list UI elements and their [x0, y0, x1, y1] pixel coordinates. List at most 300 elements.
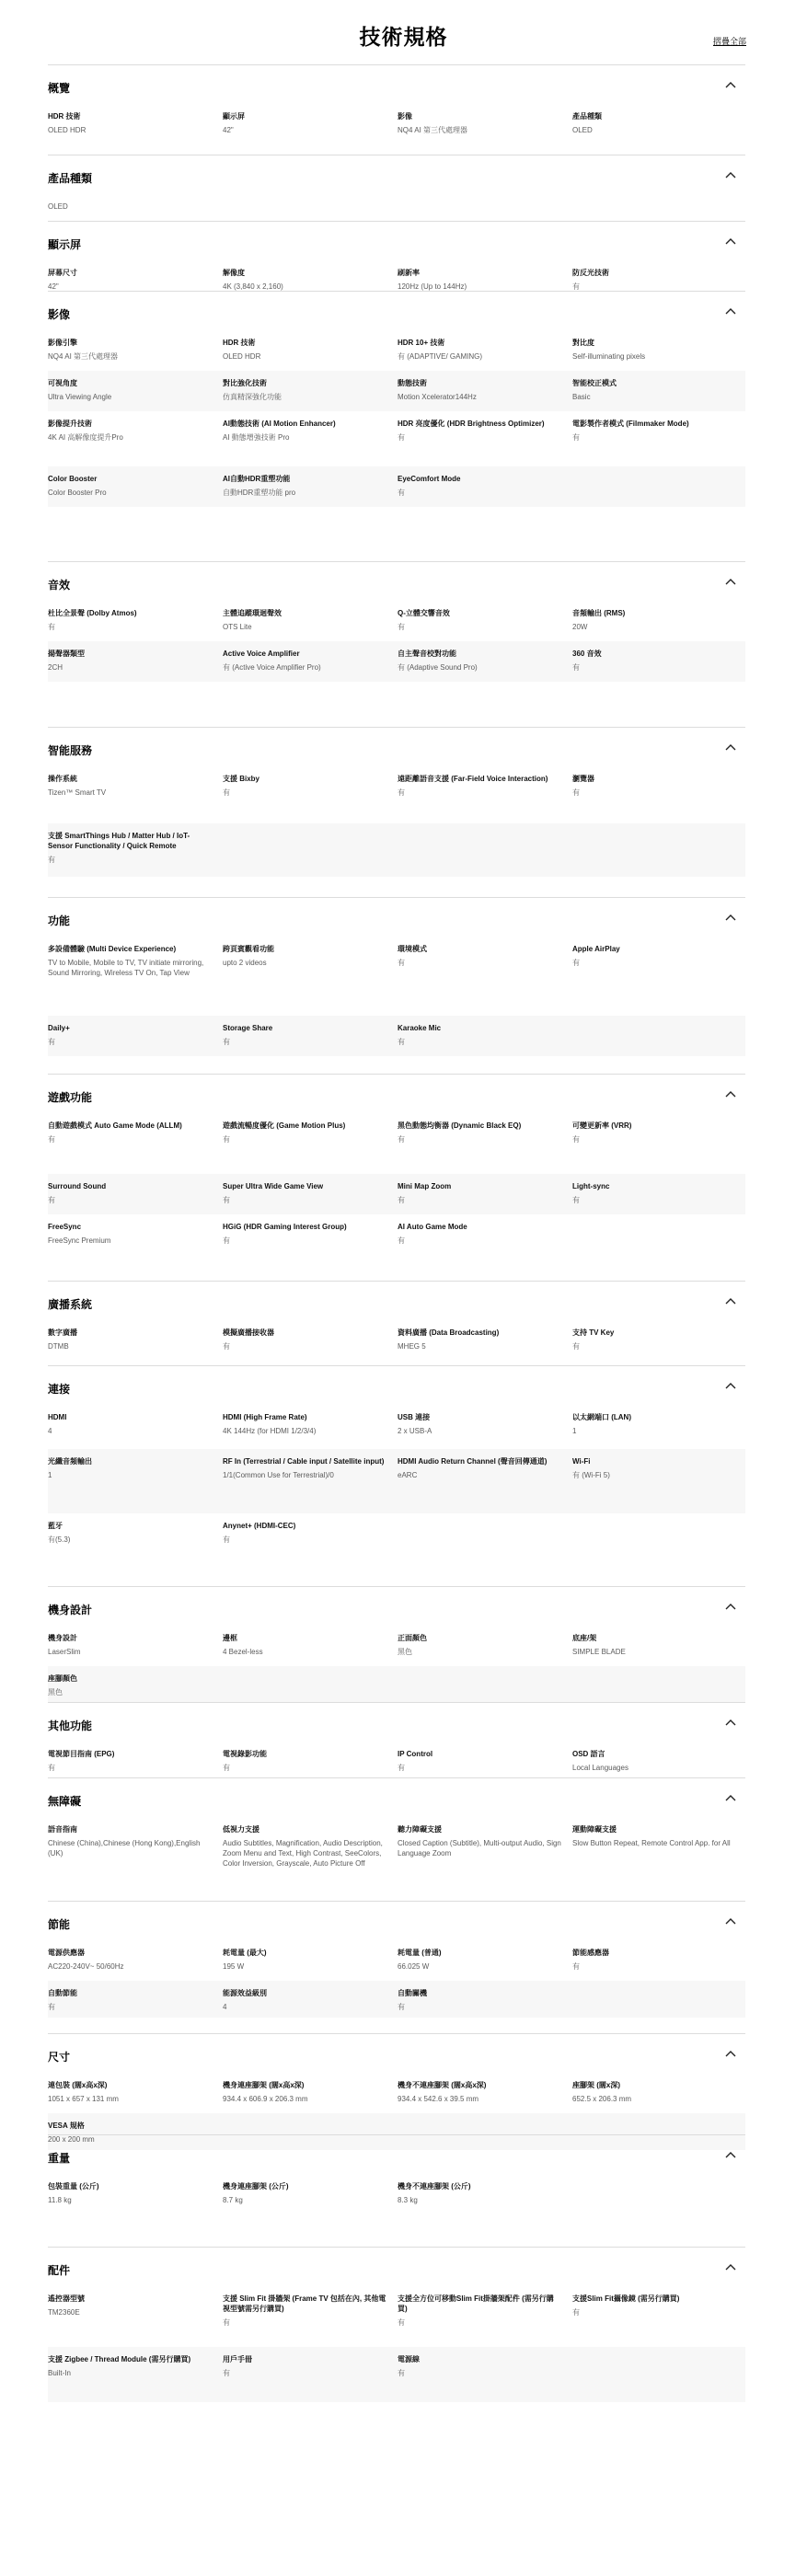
spec-label: USB 連接: [398, 1413, 431, 1421]
chevron-up-icon[interactable]: [725, 2050, 736, 2059]
spec-label: 支援 Slim Fit 掛牆架 (Frame TV 包括在內, 其他電視型號需另行購買): [223, 2294, 386, 2313]
spec-value: 有(5.3): [48, 1535, 71, 1544]
spec-item: [398, 1824, 561, 1858]
spec-item: [398, 338, 561, 362]
chevron-up-icon[interactable]: [725, 1382, 736, 1391]
section-title: 顯示屏: [48, 238, 82, 251]
spec-label: AI自動HDR重塑功能: [223, 475, 291, 483]
spec-value: 195 W: [223, 1962, 245, 1971]
spec-value: 有: [223, 1038, 230, 1046]
section-header[interactable]: [48, 1791, 745, 1810]
spec-label: 正面顏色: [398, 1634, 427, 1642]
chevron-up-icon[interactable]: [725, 307, 736, 316]
spec-item: [572, 1181, 736, 1205]
spec-value: 11.8 kg: [48, 2196, 72, 2204]
spec-label: Mini Map Zoom: [398, 1182, 452, 1190]
spec-item: [48, 111, 212, 135]
spec-label: AI動態技術 (AI Motion Enhancer): [223, 420, 336, 428]
spec-item: [572, 268, 736, 292]
spec-value: OLED: [572, 126, 593, 134]
chevron-up-icon[interactable]: [725, 1603, 736, 1612]
section-header[interactable]: [48, 305, 745, 323]
spec-item: [223, 111, 386, 135]
spec-label: 電源線: [398, 2355, 420, 2363]
section-header[interactable]: [48, 1379, 745, 1397]
spec-label: 解像度: [223, 269, 245, 277]
spec-value: Self-illuminating pixels: [572, 352, 646, 361]
spec-item: [48, 1222, 212, 1246]
spec-value: 4K (3,840 x 2,160): [223, 282, 283, 291]
spec-label: 能源效益級別: [223, 1989, 267, 1997]
spec-label: EyeComfort Mode: [398, 475, 461, 483]
spec-label: 電視錄影功能: [223, 1750, 267, 1758]
spec-value: 有: [398, 1236, 405, 1245]
spec-item: [572, 1633, 736, 1657]
spec-label: 支援 Zigbee / Thread Module (需另行購買): [48, 2355, 191, 2363]
spec-item: [48, 2294, 212, 2317]
spec-item: [48, 608, 212, 632]
spec-row: [48, 1513, 745, 1554]
spec-label: Storage Share: [223, 1024, 273, 1032]
collapse-all-link[interactable]: 摺疊全部: [712, 37, 746, 46]
spec-row: [48, 1817, 745, 1894]
spec-value: 有: [398, 1764, 405, 1772]
section-title: 遊戲功能: [48, 1091, 93, 1104]
spec-section: [48, 1901, 745, 2026]
spec-value: 有: [398, 433, 405, 442]
spec-label: Q-立體交響音效: [398, 609, 450, 617]
spec-label: 揚聲器類型: [48, 650, 85, 658]
spec-value: 4K 144Hz (for HDMI 1/2/3/4): [223, 1427, 317, 1435]
chevron-up-icon[interactable]: [725, 171, 736, 180]
spec-item: [223, 774, 386, 798]
spec-value: 有: [223, 2369, 230, 2377]
spec-row: [48, 2347, 745, 2402]
spec-value: 有: [572, 1196, 580, 1204]
spec-value: 有: [398, 1038, 405, 1046]
chevron-up-icon[interactable]: [725, 1090, 736, 1099]
spec-section: [48, 1365, 745, 1562]
spec-value: 有 (Adaptive Sound Pro): [398, 663, 478, 672]
spec-label: 防反光技術: [572, 269, 609, 277]
spec-label: HDR 技術: [48, 112, 81, 121]
spec-item: [223, 608, 386, 632]
spec-value: 有: [572, 433, 580, 442]
spec-item: [48, 2080, 212, 2104]
section-header[interactable]: [48, 575, 745, 593]
spec-label: 對比強化技術: [223, 379, 267, 387]
section-header[interactable]: [48, 1294, 745, 1313]
spec-value: 有: [398, 1196, 405, 1204]
spec-item: [398, 2080, 561, 2104]
spec-value: 有: [572, 282, 580, 291]
spec-value: 有: [398, 788, 405, 797]
spec-value: 有: [398, 2003, 405, 2011]
spec-row: [48, 1626, 745, 1666]
spec-value: DTMB: [48, 1342, 69, 1351]
spec-label: 支持 TV Key: [572, 1328, 615, 1337]
chevron-up-icon[interactable]: [725, 1719, 736, 1728]
spec-section: [48, 897, 745, 1064]
spec-label: 聽力障礙支援: [398, 1825, 442, 1834]
spec-label: Karaoke Mic: [398, 1024, 442, 1032]
spec-value: 有: [48, 856, 55, 864]
spec-item: [223, 1749, 386, 1773]
spec-item: [48, 268, 212, 292]
spec-item: [398, 1988, 561, 2012]
section-title: 重量: [48, 2152, 71, 2165]
spec-label: 用戶手冊: [223, 2355, 252, 2363]
spec-label: 瀏覽器: [572, 775, 594, 783]
spec-label: Wi-Fi: [572, 1457, 591, 1466]
spec-value: 66.025 W: [398, 1962, 430, 1971]
spec-item: [48, 201, 212, 212]
page-title: 技術規格: [359, 25, 448, 49]
spec-label: 支援 Bixby: [223, 775, 260, 783]
spec-item: [398, 2181, 561, 2205]
section-header[interactable]: [48, 1600, 745, 1618]
spec-row: [48, 601, 745, 641]
spec-value: 有: [398, 623, 405, 631]
spec-label: 影像: [398, 112, 412, 121]
spec-label: 支援Slim Fit攝像鏡 (需另行購買): [572, 2294, 680, 2303]
spec-label: 包裝重量 (公斤): [48, 2182, 99, 2191]
spec-value: 有: [48, 1764, 55, 1772]
section-title: 智能服務: [48, 744, 93, 757]
spec-label: 刷新率: [398, 269, 420, 277]
chevron-up-icon[interactable]: [725, 914, 736, 923]
spec-label: Apple AirPlay: [572, 945, 620, 953]
chevron-up-icon[interactable]: [725, 2263, 736, 2272]
spec-value: Audio Subtitles, Magnification, Audio Description, Zoom Menu and Text, High Contrast, SeeColors, Color Inversion, Grayscale, Auto Picture Off: [223, 1839, 383, 1868]
spec-value: eARC: [398, 1471, 418, 1479]
spec-row: [48, 1449, 745, 1513]
spec-value: AC220-240V~ 50/60Hz: [48, 1962, 124, 1971]
spec-item: [223, 1181, 386, 1205]
spec-label: 自動遊戲模式 Auto Game Mode (ALLM): [48, 1121, 182, 1130]
spec-item: [48, 1328, 212, 1351]
spec-value: Chinese (China),Chinese (Hong Kong),English (UK): [48, 1839, 201, 1857]
spec-item: [398, 1749, 561, 1773]
spec-item: [223, 338, 386, 362]
spec-label: 杜比全景聲 (Dolby Atmos): [48, 609, 137, 617]
spec-item: [223, 1521, 386, 1545]
spec-row: [48, 1016, 745, 1056]
spec-item: [223, 1222, 386, 1246]
spec-row: [48, 104, 745, 148]
spec-item: [572, 1328, 736, 1351]
chevron-up-icon[interactable]: [725, 1297, 736, 1306]
spec-label: 機身不連座腳架 (公斤): [398, 2182, 471, 2191]
spec-section: [48, 1074, 745, 1263]
spec-item: [48, 2354, 212, 2378]
spec-label: Daily+: [48, 1024, 70, 1032]
spec-item: [223, 2354, 386, 2378]
chevron-up-icon[interactable]: [725, 1794, 736, 1803]
spec-label: 黑色動態均衡器 (Dynamic Black EQ): [398, 1121, 522, 1130]
spec-label: HDR 技術: [223, 339, 256, 347]
spec-item: [572, 1412, 736, 1436]
spec-row: [48, 1742, 745, 1778]
spec-row: [48, 2286, 745, 2347]
spec-value: Slow Button Repeat, Remote Control App. for All: [572, 1839, 731, 1847]
spec-item: [48, 1181, 212, 1205]
spec-label: 底座/架: [572, 1634, 597, 1642]
chevron-up-icon[interactable]: [725, 1917, 736, 1926]
spec-value: 仿真精深強化功能: [223, 393, 282, 401]
section-header[interactable]: [48, 78, 745, 97]
spec-value: 4K AI 高解像度提升Pro: [48, 433, 123, 442]
spec-value: 1051 x 657 x 131 mm: [48, 2095, 119, 2103]
spec-label: Anynet+ (HDMI-CEC): [223, 1522, 296, 1530]
spec-label: 座腳顏色: [48, 1674, 77, 1683]
section-title: 廣播系統: [48, 1298, 93, 1311]
spec-value: 自動HDR重塑功能 pro: [223, 489, 296, 497]
spec-section: [48, 1281, 745, 1365]
section-header[interactable]: [48, 741, 745, 759]
spec-row: [48, 823, 745, 877]
spec-value: 8.7 kg: [223, 2196, 243, 2204]
spec-value: TM2360E: [48, 2308, 80, 2317]
spec-row: [48, 1174, 745, 1214]
spec-label: 節能感應器: [572, 1949, 609, 1957]
spec-label: 主體追蹤環迴聲效: [223, 609, 282, 617]
spec-item: [572, 608, 736, 632]
spec-label: 連包裝 (闊x高x深): [48, 2081, 108, 2089]
spec-label: 可變更新率 (VRR): [572, 1121, 632, 1130]
spec-value: 有: [398, 2369, 405, 2377]
spec-label: 遙控器型號: [48, 2294, 85, 2303]
spec-value: 有: [48, 623, 55, 631]
spec-label: HDMI: [48, 1413, 67, 1421]
spec-label: 藍牙: [48, 1522, 63, 1530]
spec-row: [48, 2174, 745, 2218]
spec-item: [572, 1121, 736, 1144]
spec-item: [572, 378, 736, 402]
spec-row: [48, 1320, 745, 1357]
spec-label: 光纖音頻輸出: [48, 1457, 92, 1466]
spec-item: [398, 608, 561, 632]
spec-item: [572, 338, 736, 362]
section-header[interactable]: [48, 2148, 745, 2167]
spec-value: 有: [398, 2318, 405, 2327]
spec-label: AI Auto Game Mode: [398, 1223, 467, 1231]
spec-value: 有: [572, 663, 580, 672]
spec-item: [572, 111, 736, 135]
section-title: 無障礙: [48, 1795, 82, 1808]
spec-value: NQ4 AI 第三代處理器: [398, 126, 468, 134]
spec-item: [223, 649, 386, 673]
spec-label: 以太網端口 (LAN): [572, 1413, 631, 1421]
spec-value: 20W: [572, 623, 588, 631]
spec-item: [572, 1948, 736, 1972]
spec-label: 支援全方位可移動Slim Fit掛牆架配件 (需另行購買): [398, 2294, 554, 2313]
spec-item: [223, 1412, 386, 1436]
spec-item: [48, 831, 212, 865]
spec-item: [398, 1222, 561, 1246]
spec-value: OLED HDR: [223, 352, 261, 361]
spec-item: [48, 378, 212, 402]
section-title: 節能: [48, 1918, 71, 1931]
spec-label: 座腳架 (闊x深): [572, 2081, 620, 2089]
spec-item: [223, 268, 386, 292]
spec-label: Color Booster: [48, 475, 98, 483]
spec-label: 支援 SmartThings Hub / Matter Hub / IoT-Sensor Functionality / Quick Remote: [48, 832, 190, 850]
spec-row: [48, 766, 745, 823]
spec-label: FreeSync: [48, 1223, 82, 1231]
spec-row: [48, 466, 745, 507]
section-header[interactable]: [48, 2047, 745, 2065]
spec-item: [48, 1633, 212, 1657]
spec-item: [572, 1456, 736, 1480]
spec-value: 有 (ADAPTIVE/ GAMING): [398, 352, 483, 361]
spec-label: 對比度: [572, 339, 594, 347]
spec-row: [48, 1981, 745, 2018]
spec-row: [48, 371, 745, 411]
spec-item: [398, 474, 561, 498]
spec-label: 運動障礙支援: [572, 1825, 617, 1834]
spec-item: [223, 2080, 386, 2104]
spec-value: SIMPLE BLADE: [572, 1648, 626, 1656]
spec-label: Surround Sound: [48, 1182, 107, 1190]
section-header[interactable]: [48, 235, 745, 253]
spec-label: RF In (Terrestrial / Cable input / Satellite input): [223, 1457, 385, 1466]
spec-item: [223, 1023, 386, 1047]
spec-label: 產品種類: [572, 112, 602, 121]
spec-label: 機身不連座腳架 (闊x高x深): [398, 2081, 487, 2089]
spec-row: [48, 641, 745, 682]
spec-value: 有: [223, 788, 230, 797]
spec-label: 動態技術: [398, 379, 427, 387]
spec-value: upto 2 videos: [223, 959, 267, 967]
spec-item: [223, 1824, 386, 1869]
spec-item: [398, 1328, 561, 1351]
section-header[interactable]: [48, 168, 745, 187]
spec-item: [48, 774, 212, 798]
section-title: 連接: [48, 1383, 71, 1396]
spec-label: 自主聲音校對功能: [398, 650, 456, 658]
spec-label: 電影製作者模式 (Filmmaker Mode): [572, 420, 689, 428]
section-title: 機身設計: [48, 1604, 93, 1616]
spec-row: [48, 330, 745, 371]
spec-item: [48, 338, 212, 362]
spec-item: [223, 378, 386, 402]
spec-item: [223, 944, 386, 968]
spec-item: [572, 2080, 736, 2104]
spec-value: NQ4 AI 第三代處理器: [48, 352, 119, 361]
spec-section: [48, 1586, 745, 1711]
chevron-up-icon[interactable]: [725, 743, 736, 753]
spec-item: [398, 1948, 561, 1972]
section-header[interactable]: [48, 2260, 745, 2279]
spec-label: IP Control: [398, 1750, 433, 1758]
chevron-up-icon[interactable]: [725, 2151, 736, 2160]
spec-item: [398, 1456, 561, 1480]
spec-item: [48, 2181, 212, 2205]
spec-label: 智能校正模式: [572, 379, 617, 387]
spec-value: Local Languages: [572, 1764, 628, 1772]
section-header[interactable]: [48, 1915, 745, 1933]
section-title: 音效: [48, 579, 71, 592]
spec-label: 可視角度: [48, 379, 77, 387]
spec-row: [48, 194, 745, 224]
spec-item: [223, 1633, 386, 1657]
spec-item: [398, 1121, 561, 1144]
spec-value: 有: [223, 1236, 230, 1245]
spec-value: 1: [48, 1471, 52, 1479]
spec-value: 200 x 200 mm: [48, 2135, 95, 2144]
spec-label: 360 音效: [572, 650, 602, 658]
spec-value: 有: [398, 1135, 405, 1144]
spec-section: [48, 291, 745, 515]
chevron-up-icon[interactable]: [725, 578, 736, 587]
spec-row: [48, 2073, 745, 2113]
spec-value: 1: [572, 1427, 577, 1435]
spec-item: [398, 111, 561, 135]
chevron-up-icon[interactable]: [725, 237, 736, 247]
spec-value: 有: [223, 1342, 230, 1351]
section-header[interactable]: [48, 1716, 745, 1734]
spec-value: 有 (Wi-Fi 5): [572, 1471, 610, 1479]
spec-value: 42": [48, 282, 59, 291]
spec-value: Closed Caption (Subtitle), Multi-output Audio, Sign Language Zoom: [398, 1839, 561, 1857]
spec-label: VESA 規格: [48, 2122, 85, 2130]
spec-item: [572, 2294, 736, 2317]
spec-section: [48, 561, 745, 690]
spec-label: HDR 10+ 技術: [398, 339, 445, 347]
section-title: 概覽: [48, 82, 71, 95]
spec-label: 音頻輸出 (RMS): [572, 609, 626, 617]
chevron-up-icon[interactable]: [725, 81, 736, 90]
spec-row: [48, 1214, 745, 1255]
spec-value: 有: [223, 1535, 230, 1544]
spec-value: FreeSync Premium: [48, 1236, 111, 1245]
spec-item: [223, 474, 386, 498]
spec-item: [48, 1412, 212, 1436]
spec-section: [48, 2134, 745, 2226]
section-title: 其他功能: [48, 1719, 93, 1732]
spec-label: 遠距離語音支援 (Far-Field Voice Interaction): [398, 775, 548, 783]
spec-label: 電源供應器: [48, 1949, 85, 1957]
spec-label: 耗電量 (最大): [223, 1949, 267, 1957]
spec-item: [223, 2181, 386, 2205]
spec-item: [398, 649, 561, 673]
spec-value: 有: [398, 489, 405, 497]
spec-value: Motion Xcelerator144Hz: [398, 393, 477, 401]
spec-item: [48, 1824, 212, 1858]
spec-value: Tizen™ Smart TV: [48, 788, 107, 797]
spec-label: 顯示屏: [223, 112, 245, 121]
spec-row: [48, 1666, 745, 1703]
spec-section: [48, 2247, 745, 2410]
spec-value: OTS Lite: [223, 623, 252, 631]
spec-value: Ultra Viewing Angle: [48, 393, 112, 401]
spec-value: 934.4 x 606.9 x 206.3 mm: [223, 2095, 308, 2103]
spec-value: 有: [572, 1342, 580, 1351]
section-title: 影像: [48, 308, 71, 321]
spec-label: 機身連座腳架 (公斤): [223, 2182, 289, 2191]
spec-row: [48, 1405, 745, 1449]
spec-section: [48, 1702, 745, 1787]
section-header[interactable]: [48, 911, 745, 929]
section-header[interactable]: [48, 1087, 745, 1106]
spec-value: Built-In: [48, 2369, 71, 2377]
spec-label: 邊框: [223, 1634, 237, 1642]
spec-value: 有: [572, 2308, 580, 2317]
spec-label: 多設備體驗 (Multi Device Experience): [48, 945, 177, 953]
spec-item: [398, 1633, 561, 1657]
spec-item: [572, 649, 736, 673]
